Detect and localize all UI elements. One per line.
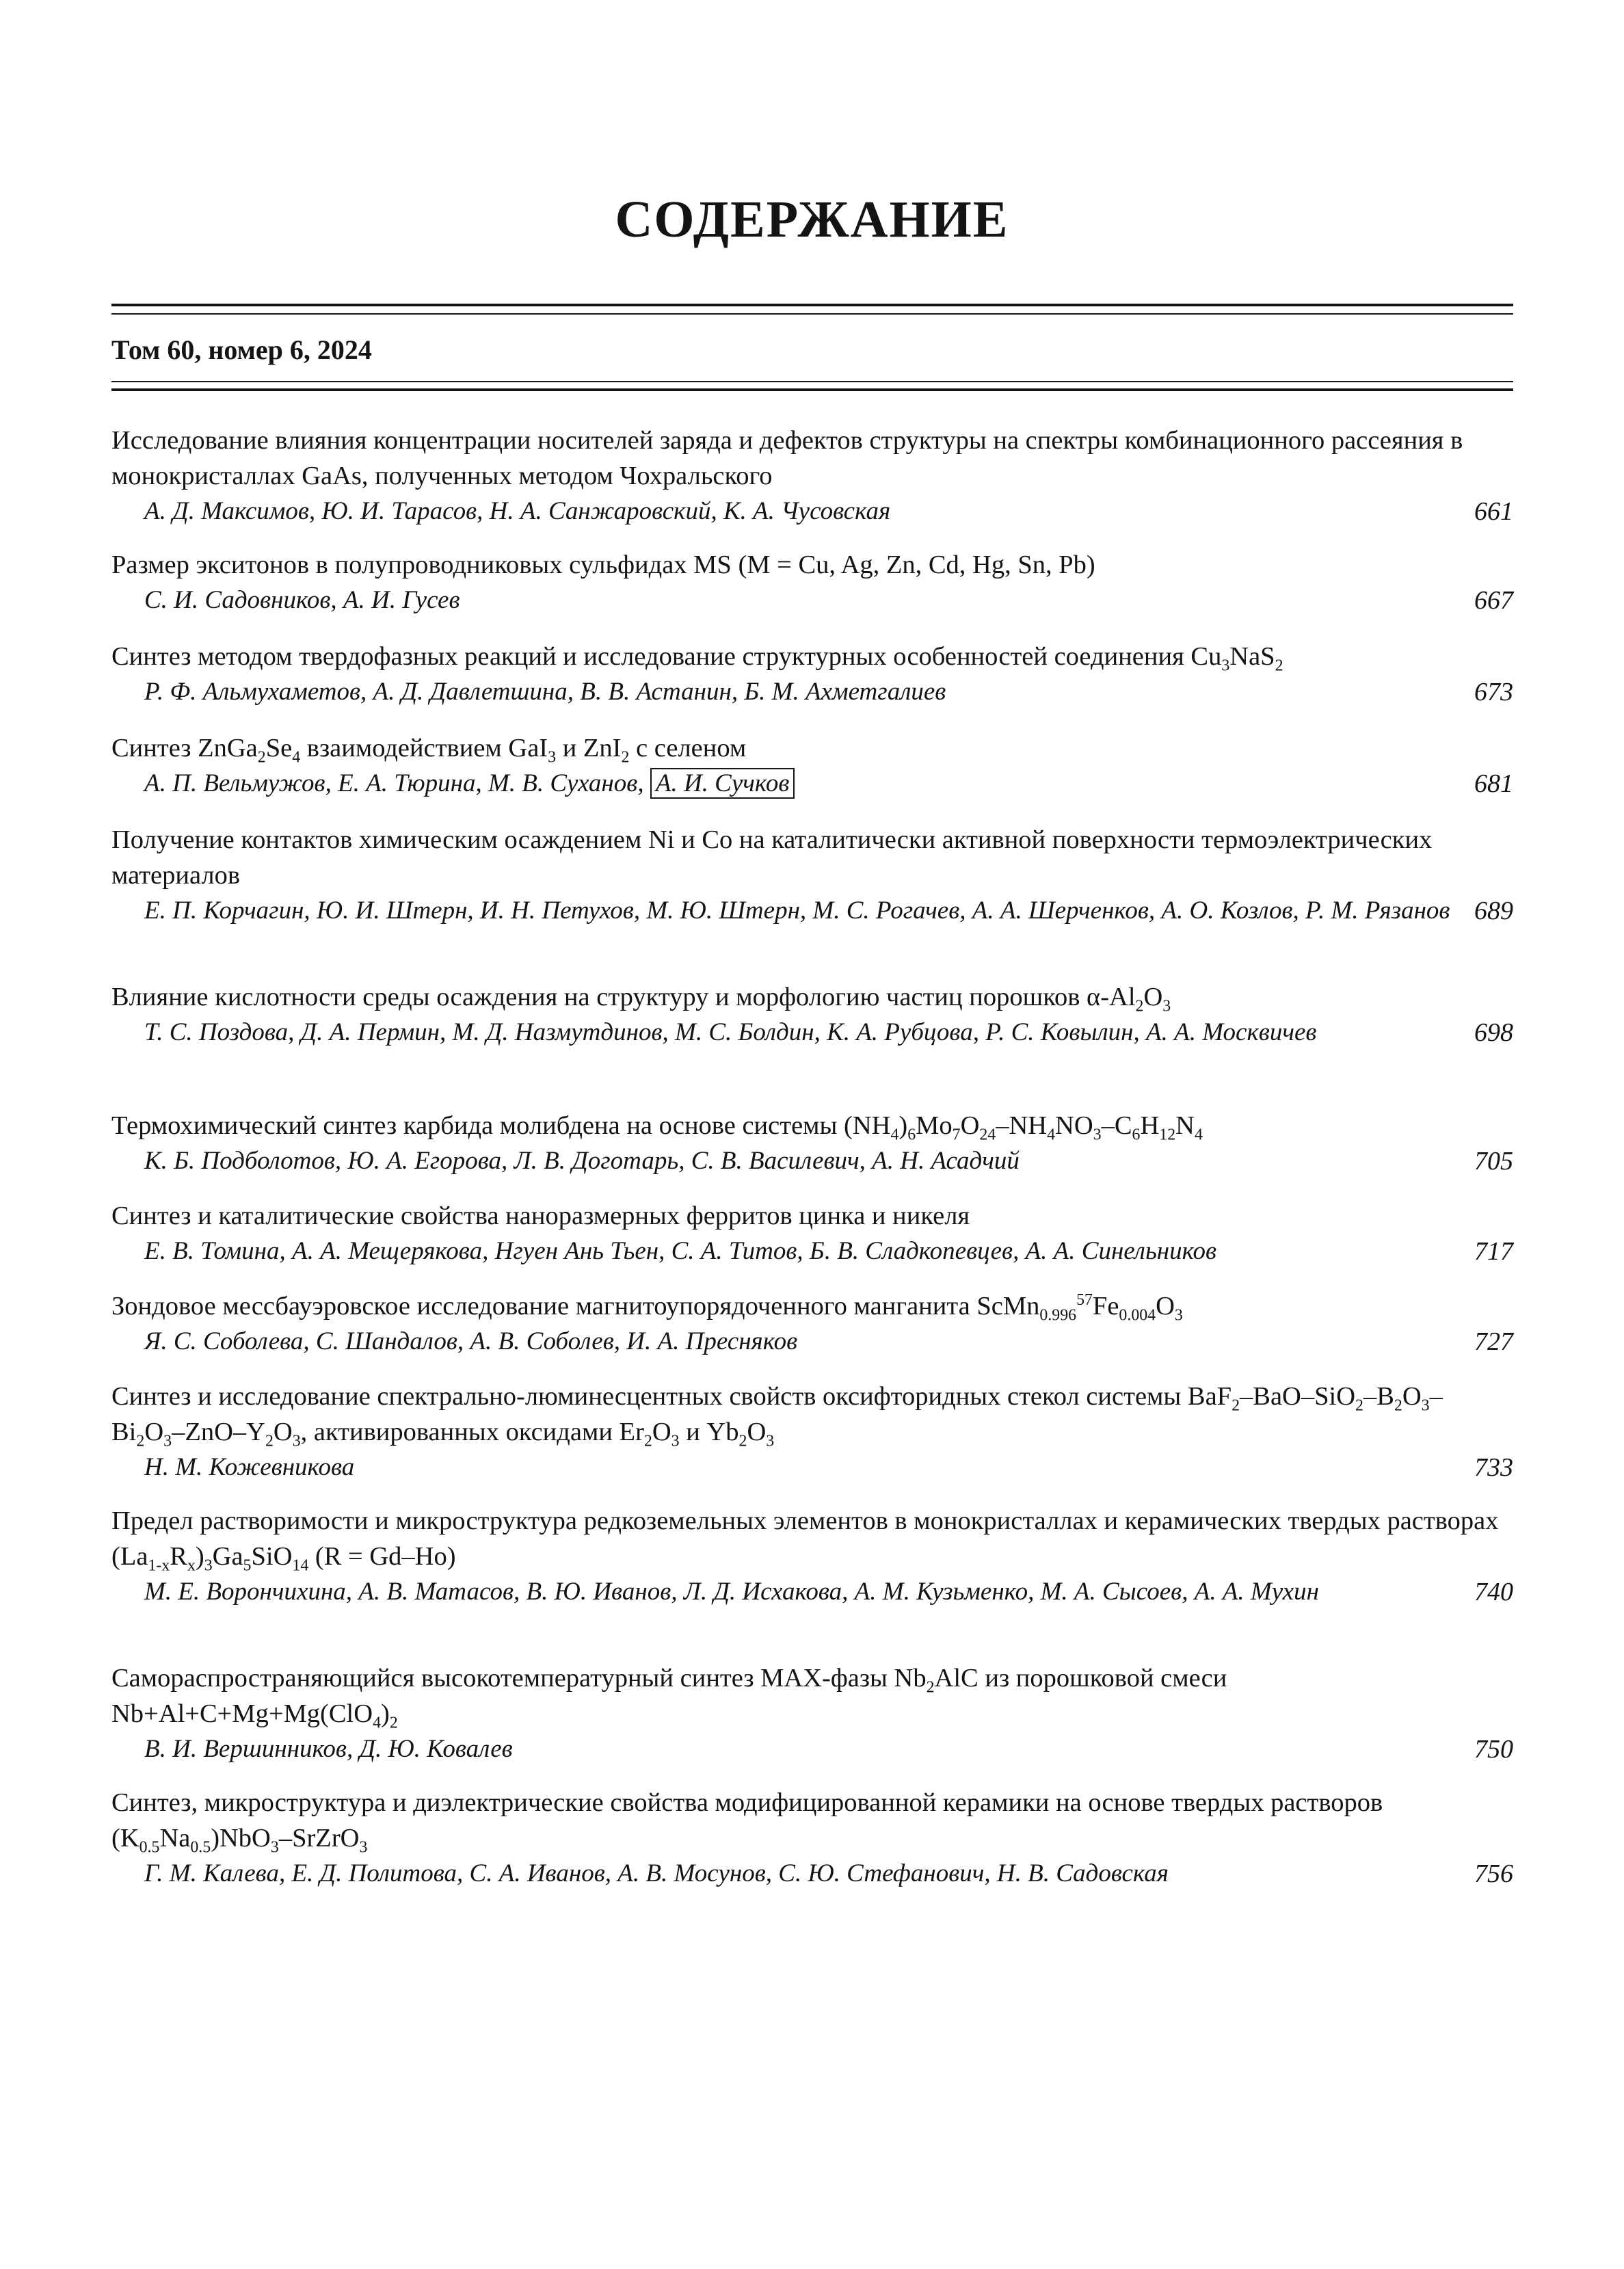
contents-entry[interactable] <box>111 547 1513 618</box>
authors-row <box>111 674 1513 710</box>
article-title[interactable]: Размер экситонов в полупроводниковых сульфидах MS (M = Cu, Ag, Zn, Cd, Hg, Sn, Pb) <box>111 550 1095 579</box>
article-authors <box>111 1574 1464 1610</box>
authors-text: А. Д. Максимов, Ю. И. Тарасов, Н. А. Санжаровский, К. А. Чусовская <box>144 497 891 525</box>
authors-row <box>111 1856 1513 1892</box>
article-title[interactable]: Термохимический синтез карбида молибдена на основе системы $(NH_4)_6Mo_7O_{24}-NH_4NO_3-C_6H_{12}N_4$ <box>111 1111 1203 1144</box>
article-authors <box>111 583 1464 618</box>
article-authors <box>111 1234 1464 1269</box>
page-number[interactable]: 681 <box>1474 769 1513 798</box>
authors-text: Е. П. Корчагин, Ю. И. Штерн, И. Н. Петухов, М. Ю. Штерн, М. С. Рогачев, А. А. Шерченков, А. О. Козлов, Р. М. Рязанов <box>144 897 1450 925</box>
article-title[interactable]: Самораспространяющийся высокотемпературный синтез MAX-фазы $Nb_2AlC$ из порошковой смеси $Nb+Al+C+Mg+Mg(ClO_4)_2$ <box>111 1664 1227 1732</box>
article-title[interactable]: Влияние кислотности среды осаждения на структуру и морфологию частиц порошков $\alpha-Al_2O_3$ <box>111 983 1171 1016</box>
page-number[interactable]: 717 <box>1474 1237 1513 1266</box>
contents-entry[interactable] <box>111 639 1513 710</box>
issue-rule-thick <box>111 388 1513 391</box>
page-number[interactable]: 661 <box>1474 497 1513 526</box>
article-title[interactable]: Синтез, микроструктура и диэлектрические свойства модифицированной керамики на основе твердых растворов $(K_{0.5}Na_{0.5})NbO_3-SrZrO_3$ <box>111 1788 1383 1857</box>
contents-entry[interactable] <box>111 1288 1513 1359</box>
authors-row <box>111 1574 1513 1610</box>
contents-entry[interactable] <box>111 1660 1513 1767</box>
page-number[interactable]: 698 <box>1474 1018 1513 1047</box>
authors-text: Р. Ф. Альмухаметов, А. Д. Давлетшина, В. В. Астанин, Б. М. Ахметгалиев <box>144 678 946 706</box>
contents-entry[interactable] <box>111 1503 1513 1610</box>
authors-row <box>111 1143 1513 1179</box>
article-title[interactable]: Получение контактов химическим осаждением Ni и Co на каталитически активной поверхности термоэлектрических материалов <box>111 825 1433 890</box>
authors-text: Т. С. Поздова, Д. А. Пермин, М. Д. Назмутдинов, М. С. Болдин, К. А. Рубцова, Р. С. Ковылин, А. А. Москвичев <box>144 1018 1317 1046</box>
top-rule-thin <box>111 313 1513 315</box>
page-number[interactable]: 740 <box>1474 1578 1513 1606</box>
contents-entry[interactable] <box>111 1198 1513 1269</box>
authors-row <box>111 494 1513 529</box>
authors-text: А. П. Вельмужов, Е. А. Тюрина, М. В. Суханов, <box>144 769 644 797</box>
article-title[interactable]: Предел растворимости и микроструктура редкоземельных элементов в монокристаллах и керамических твердых растворах $(La_{1-x}R_x)_3Ga_5SiO_{14}$ (R = Gd–Ho) <box>111 1507 1499 1575</box>
article-authors <box>111 766 1464 801</box>
boxed-author: А. И. Сучков <box>650 768 795 799</box>
authors-text: Г. М. Калева, Е. Д. Политова, С. А. Иванов, А. В. Мосунов, С. Ю. Стефанович, Н. В. Садовская <box>144 1859 1169 1887</box>
article-authors <box>111 893 1464 929</box>
issue-info: Том 60, номер 6, 2024 <box>111 334 372 365</box>
page-title: СОДЕРЖАНИЕ <box>615 191 1009 248</box>
authors-text: Н. М. Кожевникова <box>144 1453 355 1481</box>
authors-row <box>111 893 1513 929</box>
authors-text: В. И. Вершинников, Д. Ю. Ковалев <box>144 1735 513 1763</box>
authors-row <box>111 1450 1513 1485</box>
page-number[interactable]: 727 <box>1474 1327 1513 1356</box>
authors-text: К. Б. Подболотов, Ю. А. Егорова, Л. В. Доготарь, С. В. Василевич, А. Н. Асадчий <box>144 1147 1020 1175</box>
article-title[interactable]: Зондовое мессбауэровское исследование магнитоупорядоченного манганита $ScMn_{0.996}^{57}Fe_{0.004}O_3$ <box>111 1291 1183 1325</box>
article-authors <box>111 674 1464 710</box>
page-number[interactable]: 705 <box>1474 1147 1513 1176</box>
article-title[interactable]: Синтез и каталитические свойства наноразмерных ферритов цинка и никеля <box>111 1202 970 1230</box>
authors-text: С. И. Садовников, А. И. Гусев <box>144 586 460 614</box>
authors-row <box>111 1015 1513 1050</box>
contents-entry[interactable] <box>111 1785 1513 1892</box>
article-authors <box>111 1856 1464 1892</box>
page-number[interactable]: 689 <box>1474 897 1513 925</box>
article-authors <box>111 1731 1464 1767</box>
authors-text: Я. С. Соболева, С. Шандалов, А. В. Соболев, И. А. Пресняков <box>144 1327 798 1355</box>
contents-entry[interactable] <box>111 1379 1513 1485</box>
article-title[interactable]: Синтез $ZnGa_2Se_4$ взаимодействием GaI$_3$ и ZnI$_2$ с селеном <box>111 734 747 767</box>
authors-text: М. Е. Ворончихина, А. В. Матасов, В. Ю. Иванов, Л. Д. Исхакова, А. М. Кузьменко, М. А. Сысоев, А. А. Мухин <box>144 1578 1319 1606</box>
contents-entry[interactable] <box>111 979 1513 1050</box>
authors-text: Е. В. Томина, А. А. Мещерякова, Нгуен Ань Тьен, С. А. Титов, Б. В. Сладкопевцев, А. А. Синельников <box>144 1237 1217 1265</box>
article-authors <box>111 1450 1464 1485</box>
article-title[interactable]: Синтез и исследование спектрально-люминесцентных свойств оксифторидных стекол системы $BaF_2-BaO-SiO_2-B_2O_3-Bi_2O_3-ZnO-Y_2O_3$, активированных оксидами $Er_2O_3$ и $Yb_2O_3$ <box>111 1382 1443 1450</box>
article-authors <box>111 1143 1464 1179</box>
contents-entry[interactable] <box>111 423 1513 529</box>
article-authors <box>111 494 1464 529</box>
contents-entry[interactable] <box>111 1108 1513 1179</box>
page-number[interactable]: 673 <box>1474 678 1513 706</box>
issue-rule-thin <box>111 381 1513 382</box>
page-number[interactable]: 756 <box>1474 1859 1513 1888</box>
article-title[interactable]: Исследование влияния концентрации носителей заряда и дефектов структуры на спектры комбинационного рассеяния в монокристаллах GaAs, полученных методом Чохральского <box>111 426 1463 490</box>
authors-row <box>111 766 1513 801</box>
authors-row <box>111 583 1513 618</box>
page-number[interactable]: 750 <box>1474 1735 1513 1764</box>
authors-row <box>111 1324 1513 1359</box>
page-number[interactable]: 667 <box>1474 586 1513 615</box>
top-rule-thick <box>111 304 1513 306</box>
article-title[interactable]: Синтез методом твердофазных реакций и исследование структурных особенностей соединения $Cu_3NaS_2$ <box>111 642 1283 675</box>
contents-entry[interactable] <box>111 730 1513 801</box>
article-authors <box>111 1015 1464 1050</box>
authors-row <box>111 1731 1513 1767</box>
page-number[interactable]: 733 <box>1474 1453 1513 1482</box>
authors-row <box>111 1234 1513 1269</box>
article-authors <box>111 1324 1464 1359</box>
contents-entry[interactable] <box>111 822 1513 929</box>
